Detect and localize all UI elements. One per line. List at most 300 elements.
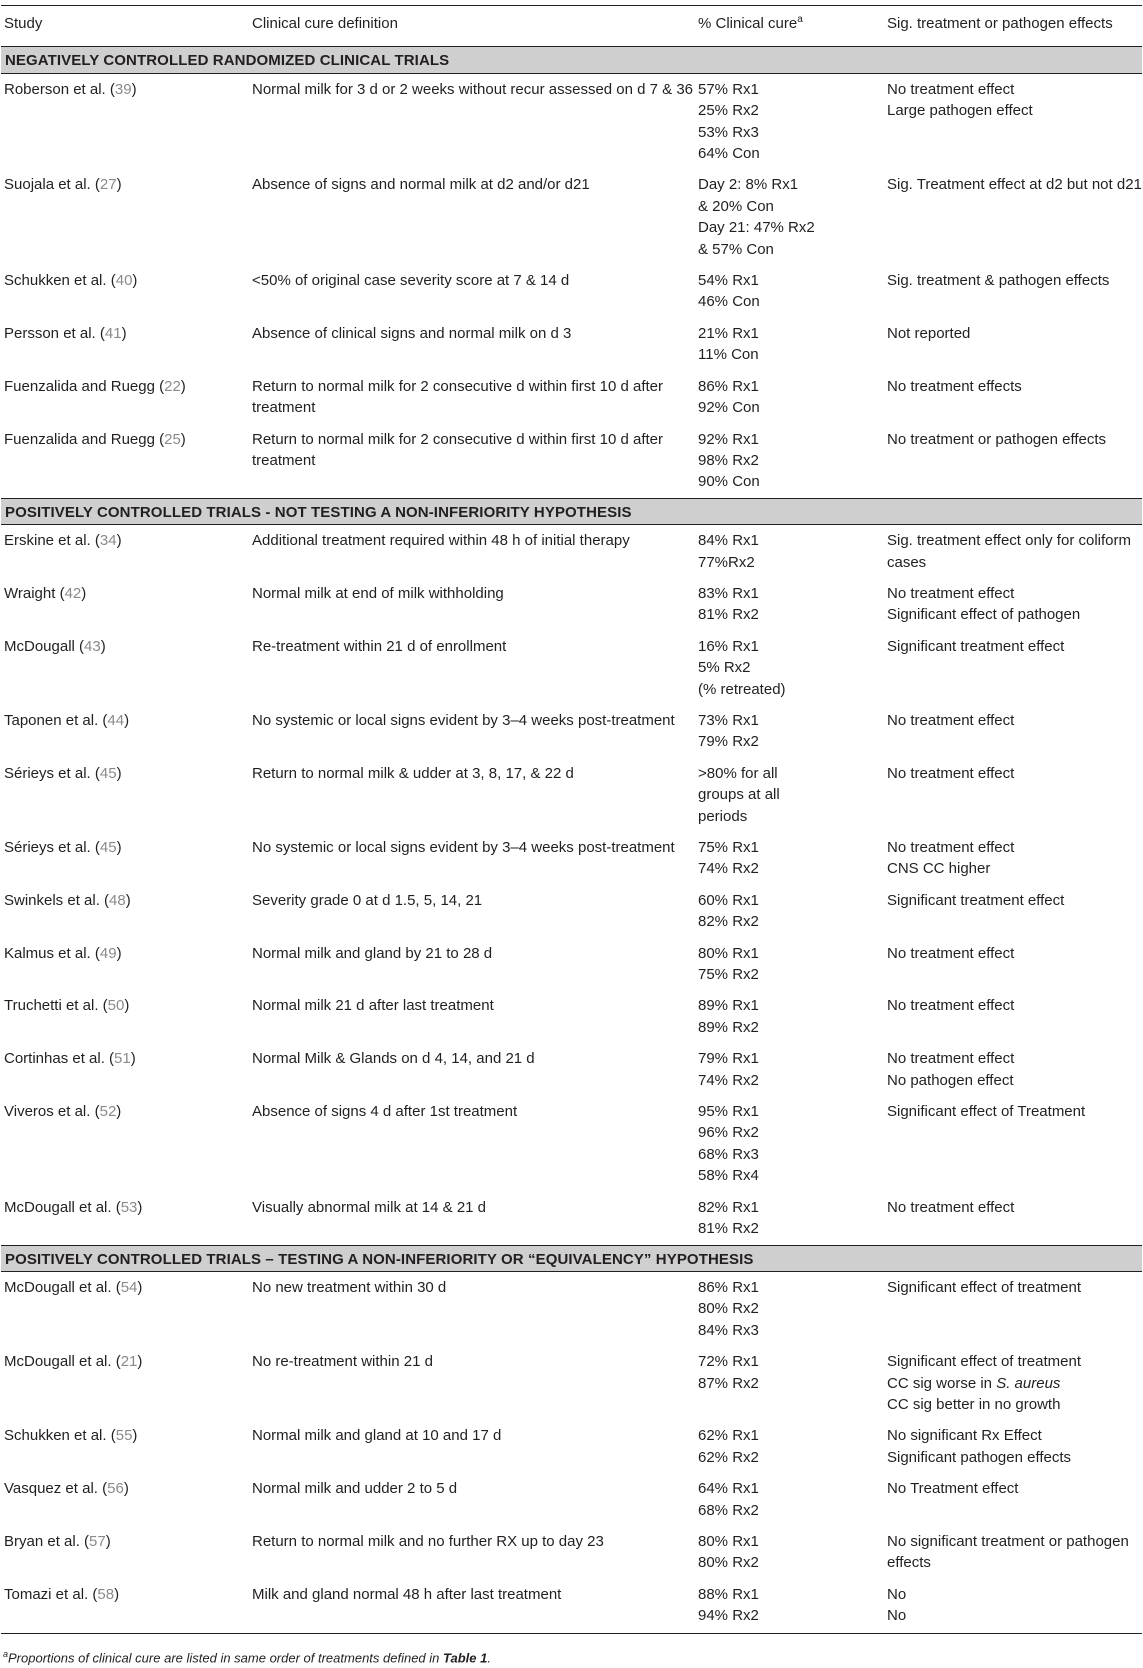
table-row — [1, 371, 1142, 424]
table-row — [1, 832, 1142, 885]
effect-text: CC sig better in no growth — [887, 1395, 1061, 1413]
study-close: ) — [137, 1198, 143, 1216]
table-body — [1, 47, 1142, 1633]
footnote-end: . — [487, 1649, 491, 1665]
clinical-cure-table — [1, 5, 1142, 1634]
study-ref: 25 — [164, 430, 181, 448]
cell-definition: Normal milk and gland at 10 and 17 d — [252, 1427, 502, 1445]
study-ref: 53 — [120, 1198, 138, 1216]
study-close: ) — [116, 764, 122, 782]
cell-study — [1, 73, 249, 169]
cell-study — [1, 371, 249, 424]
cell-effects — [884, 1579, 1142, 1633]
study-ref: 58 — [97, 1585, 115, 1603]
cell-cure — [695, 1043, 884, 1096]
effect-text: No significant Rx Effect — [887, 1427, 1042, 1445]
study-ref: 21 — [120, 1353, 138, 1371]
cure-value: 81% Rx2 — [698, 606, 759, 624]
cure-value: 68% Rx2 — [698, 1501, 759, 1519]
pathogen-name: S. aureus — [996, 1374, 1061, 1392]
study-ref: 44 — [107, 711, 125, 729]
cure-value: 92% Rx1 — [698, 430, 759, 448]
study-close: ) — [121, 324, 127, 342]
cell-cure — [695, 1346, 884, 1420]
effect-text: No treatment effects — [887, 377, 1022, 395]
footnote-mark: a — [3, 1648, 9, 1659]
cell-study — [1, 578, 249, 631]
study-name: Suojala et al. ( — [4, 176, 100, 194]
cell-effects — [884, 371, 1142, 424]
study-name: Kalmus et al. ( — [4, 944, 100, 962]
cure-value: 79% Rx2 — [698, 733, 759, 751]
cell-effects — [884, 578, 1142, 631]
study-name: Truchetti et al. ( — [4, 997, 108, 1015]
effect-text: No treatment effect — [887, 711, 1015, 729]
effect-text: CNS CC higher — [887, 860, 991, 878]
cure-value: 25% Rx2 — [698, 102, 759, 120]
cure-value: 62% Rx2 — [698, 1448, 759, 1466]
header-cure-footnote-mark: a — [797, 14, 803, 25]
study-ref: 27 — [99, 176, 117, 194]
table-row — [1, 1096, 1142, 1192]
cell-study — [1, 318, 249, 371]
cure-value: Day 2: 8% Rx1 — [698, 176, 799, 194]
study-ref: 50 — [107, 997, 125, 1015]
cure-value: 87% Rx2 — [698, 1374, 759, 1392]
cure-value: 86% Rx1 — [698, 1278, 759, 1296]
cell-definition: <50% of original case severity score at 7 & 14 d — [252, 272, 570, 290]
table-row — [1, 318, 1142, 371]
cure-value: 72% Rx1 — [698, 1353, 759, 1371]
cell-effects — [884, 885, 1142, 938]
effect-text: No treatment effect — [887, 997, 1015, 1015]
cell-study — [1, 525, 249, 578]
cure-value: 81% Rx2 — [698, 1220, 759, 1238]
study-close: ) — [116, 1103, 122, 1121]
cure-value: 5% Rx2 — [698, 659, 751, 677]
cure-value: 95% Rx1 — [698, 1103, 759, 1121]
effect-text: Sig. Treatment effect at d2 but not d21 — [887, 176, 1142, 194]
cell-cure — [695, 758, 884, 832]
cure-value: 80% Rx2 — [698, 1300, 759, 1318]
effect-text: No treatment effect — [887, 584, 1015, 602]
cure-value: 80% Rx1 — [698, 944, 759, 962]
cell-definition: Return to normal milk for 2 consecutive d within first 10 d after treatment — [252, 430, 664, 469]
cure-value: 84% Rx3 — [698, 1321, 759, 1339]
cell-definition: Normal milk and udder 2 to 5 d — [252, 1480, 458, 1498]
study-close: ) — [125, 891, 131, 909]
section-title: POSITIVELY CONTROLLED TRIALS - NOT TESTING A NON-INFERIORITY HYPOTHESIS — [1, 498, 1142, 524]
cell-definition: Visually abnormal milk at 14 & 21 d — [252, 1198, 487, 1216]
cure-value: 53% Rx3 — [698, 123, 759, 141]
cell-study — [1, 938, 249, 991]
section-title: NEGATIVELY CONTROLLED RANDOMIZED CLINICAL TRIALS — [1, 47, 1142, 73]
effect-text: No treatment effect — [887, 1198, 1015, 1216]
cure-value: 75% Rx2 — [698, 966, 759, 984]
cell-study — [1, 1473, 249, 1526]
cure-value: 11% Con — [698, 346, 759, 364]
effect-text: Not reported — [887, 324, 971, 342]
study-name: Bryan et al. ( — [4, 1532, 90, 1550]
cell-study — [1, 1271, 249, 1346]
study-name: McDougall et al. ( — [4, 1278, 121, 1296]
cell-effects — [884, 265, 1142, 318]
study-name: McDougall et al. ( — [4, 1198, 121, 1216]
cure-value: 54% Rx1 — [698, 272, 759, 290]
cure-value: 60% Rx1 — [698, 891, 759, 909]
table-row — [1, 990, 1142, 1043]
study-ref: 41 — [104, 324, 122, 342]
cell-definition: No new treatment within 30 d — [252, 1278, 447, 1296]
header-effects: Sig. treatment or pathogen effects — [884, 6, 1142, 47]
cell-study — [1, 265, 249, 318]
section-header-row — [1, 1245, 1142, 1271]
cure-value: 98% Rx2 — [698, 451, 759, 469]
table-row — [1, 885, 1142, 938]
header-definition: Clinical cure definition — [249, 6, 695, 47]
cure-value: 75% Rx1 — [698, 839, 759, 856]
section-title: POSITIVELY CONTROLLED TRIALS – TESTING A NON-INFERIORITY OR “EQUIVALENCY” HYPOTHESIS — [1, 1245, 1142, 1271]
effect-text: Significant effect of pathogen — [887, 606, 1081, 624]
cure-value: 90% Con — [698, 473, 760, 491]
study-name: Roberson et al. ( — [4, 80, 115, 98]
section-header-row — [1, 498, 1142, 524]
cell-definition: Normal Milk & Glands on d 4, 14, and 21 d — [252, 1050, 535, 1068]
cell-study — [1, 169, 249, 265]
cure-value: 80% Rx1 — [698, 1532, 759, 1550]
study-ref: 51 — [114, 1050, 131, 1068]
cell-cure — [695, 1192, 884, 1245]
study-close: ) — [116, 944, 122, 962]
cure-value: 83% Rx1 — [698, 584, 759, 602]
table-row — [1, 1271, 1142, 1346]
cell-cure — [695, 1096, 884, 1192]
study-ref: 45 — [99, 839, 117, 856]
effect-text: Significant effect of treatment — [887, 1278, 1081, 1296]
cure-value: 58% Rx4 — [698, 1167, 759, 1185]
cure-value: 74% Rx2 — [698, 860, 759, 878]
cell-effects — [884, 990, 1142, 1043]
cell-cure — [695, 705, 884, 758]
cure-value: 82% Rx1 — [698, 1198, 759, 1216]
cure-value: Day 21: 47% Rx2 — [698, 219, 815, 237]
effect-text: No Treatment effect — [887, 1480, 1019, 1498]
study-ref: 55 — [115, 1427, 133, 1445]
cell-definition: Milk and gland normal 48 h after last treatment — [249, 1579, 695, 1633]
header-study: Study — [1, 6, 249, 47]
table-row — [1, 1420, 1142, 1473]
cure-value: 57% Rx1 — [698, 80, 759, 98]
table-row — [1, 938, 1142, 991]
cell-study — [1, 1346, 249, 1420]
study-name: Fuenzalida and Ruegg ( — [4, 377, 165, 395]
effect-text: Large pathogen effect — [887, 102, 1033, 120]
cure-value: 77%Rx2 — [698, 553, 755, 571]
cell-cure — [695, 318, 884, 371]
cell-cure — [695, 938, 884, 991]
cell-effects — [884, 938, 1142, 991]
study-close: ) — [114, 1585, 120, 1603]
table-footnote — [0, 1634, 1143, 1668]
cure-value: (% retreated) — [698, 680, 786, 698]
cell-study — [1, 1043, 249, 1096]
cell-effects — [884, 758, 1142, 832]
cure-value: & 20% Con — [698, 197, 774, 215]
cell-study — [1, 705, 249, 758]
table-row — [1, 73, 1142, 169]
cure-value: 73% Rx1 — [698, 711, 759, 729]
cell-cure — [695, 424, 884, 499]
cell-study — [1, 885, 249, 938]
effect-text: No treatment effect — [887, 839, 1015, 856]
study-close: ) — [132, 1427, 138, 1445]
study-ref: 52 — [99, 1103, 117, 1121]
cell-effects — [884, 1526, 1142, 1579]
effect-text: Significant effect of Treatment — [887, 1103, 1086, 1121]
cell-study — [1, 1096, 249, 1192]
cell-effects — [884, 1420, 1142, 1473]
cell-study — [1, 832, 249, 885]
table-row — [1, 1473, 1142, 1526]
study-name: Schukken et al. ( — [4, 1427, 116, 1445]
study-close: ) — [137, 1353, 143, 1371]
cell-cure — [695, 1271, 884, 1346]
section-header-row — [1, 47, 1142, 73]
effect-text: Sig. treatment & pathogen effects — [887, 272, 1110, 290]
study-ref: 49 — [99, 944, 117, 962]
study-name: Sérieys et al. ( — [4, 839, 100, 856]
cell-study — [1, 1192, 249, 1245]
cure-value: 80% Rx2 — [698, 1554, 759, 1572]
cell-effects — [884, 169, 1142, 265]
study-name: Erskine et al. ( — [4, 532, 100, 550]
cure-value: 68% Rx3 — [698, 1145, 759, 1163]
cell-study — [1, 758, 249, 832]
cell-definition: Absence of clinical signs and normal milk on d 3 — [252, 324, 572, 342]
cell-cure — [695, 525, 884, 578]
table-row — [1, 1526, 1142, 1579]
study-close: ) — [132, 272, 138, 290]
cell-cure — [695, 832, 884, 885]
table-row — [1, 169, 1142, 265]
cell-study — [1, 424, 249, 499]
cure-value: 86% Rx1 — [698, 377, 759, 395]
cure-value: groups at all — [698, 786, 780, 804]
cell-definition: No systemic or local signs evident by 3–4 weeks post-treatment — [252, 711, 675, 729]
study-name: Persson et al. ( — [4, 324, 105, 342]
cure-value: 92% Con — [698, 399, 760, 417]
cell-cure — [695, 578, 884, 631]
cell-study — [1, 1579, 249, 1633]
cell-effects — [884, 1473, 1142, 1526]
table-row — [1, 578, 1142, 631]
cure-value: 64% Rx1 — [698, 1480, 759, 1498]
cell-cure — [695, 169, 884, 265]
cell-effects — [884, 1192, 1142, 1245]
study-ref: 34 — [99, 532, 117, 550]
cell-definition: Return to normal milk and no further RX up to day 23 — [252, 1532, 604, 1550]
table-row — [1, 705, 1142, 758]
cure-value: 16% Rx1 — [698, 637, 759, 655]
cell-effects — [884, 1096, 1142, 1192]
cell-effects — [884, 1346, 1142, 1420]
study-ref: 45 — [99, 764, 117, 782]
effect-text: No pathogen effect — [887, 1071, 1014, 1089]
study-name: Taponen et al. ( — [4, 711, 108, 729]
cell-definition: No re-treatment within 21 d — [252, 1353, 433, 1371]
study-close: ) — [124, 997, 130, 1015]
cure-value: 46% Con — [698, 293, 760, 311]
cure-value: 64% Con — [698, 145, 760, 163]
cure-value: 74% Rx2 — [698, 1071, 759, 1089]
footnote-table-ref: Table 1 — [443, 1649, 488, 1665]
cell-cure — [695, 265, 884, 318]
effect-text: No — [887, 1607, 907, 1625]
study-name: McDougall et al. ( — [4, 1353, 121, 1371]
table-row — [1, 1346, 1142, 1420]
cure-value: 96% Rx2 — [698, 1124, 759, 1142]
table-header — [1, 6, 1142, 47]
study-ref: 42 — [64, 584, 82, 602]
study-close: ) — [130, 1050, 136, 1068]
effect-text: Sig. treatment effect only for coliform cases — [887, 532, 1131, 571]
study-close: ) — [100, 637, 106, 655]
cell-cure — [695, 1473, 884, 1526]
table-row — [1, 631, 1142, 705]
cure-value: 82% Rx2 — [698, 913, 759, 931]
footnote-text: Proportions of clinical cure are listed in same order of treatments defined in — [8, 1649, 444, 1665]
table-row — [1, 424, 1142, 499]
study-name: Cortinhas et al. ( — [4, 1050, 115, 1068]
effect-text: Significant treatment effect — [887, 891, 1065, 909]
effect-text: No treatment effect — [887, 80, 1015, 98]
cell-effects — [884, 1271, 1142, 1346]
table-row — [1, 1043, 1142, 1096]
study-ref: 48 — [109, 891, 126, 909]
header-cure: % Clinical cure$^a$ — [695, 6, 884, 47]
study-ref: 22 — [164, 377, 181, 395]
study-close: ) — [116, 176, 122, 194]
table-row — [1, 1192, 1142, 1245]
cell-definition: Absence of signs and normal milk at d2 and/or d21 — [252, 176, 590, 194]
study-name: Swinkels et al. ( — [4, 891, 110, 909]
cell-effects — [884, 631, 1142, 705]
cell-cure — [695, 73, 884, 169]
cure-value: 21% Rx1 — [698, 324, 759, 342]
cure-value: 88% Rx1 — [698, 1585, 759, 1603]
study-close: ) — [116, 532, 122, 550]
study-name: Tomazi et al. ( — [4, 1585, 98, 1603]
cell-definition: Normal milk at end of milk withholding — [252, 584, 504, 602]
cell-effects — [884, 73, 1142, 169]
effect-text: Significant treatment effect — [887, 637, 1065, 655]
cure-value: 62% Rx1 — [698, 1427, 759, 1445]
table-row — [1, 1579, 1142, 1633]
effect-text: CC sig worse in S. aureus — [887, 1374, 1061, 1392]
study-close: ) — [123, 1480, 129, 1498]
cell-cure — [695, 885, 884, 938]
study-close: ) — [124, 711, 130, 729]
study-ref: 40 — [115, 272, 133, 290]
cure-value: 89% Rx2 — [698, 1018, 759, 1036]
study-ref: 39 — [114, 80, 132, 98]
study-name: Wraight ( — [4, 584, 65, 602]
cell-study — [1, 990, 249, 1043]
cell-effects — [884, 1043, 1142, 1096]
cell-definition: Normal milk and gland by 21 to 28 d — [252, 944, 493, 962]
study-close: ) — [81, 584, 87, 602]
study-close: ) — [180, 430, 186, 448]
cell-definition: Normal milk for 3 d or 2 weeks without recur assessed on d 7 & 36 — [252, 80, 694, 98]
study-ref: 57 — [89, 1532, 106, 1550]
effect-text: Significant effect of treatment — [887, 1353, 1081, 1371]
cell-cure — [695, 990, 884, 1043]
cell-study — [1, 631, 249, 705]
cell-definition: Return to normal milk for 2 consecutive d within first 10 d after treatment — [252, 377, 664, 417]
table-row — [1, 265, 1142, 318]
effect-text: No — [887, 1585, 907, 1603]
cell-effects — [884, 318, 1142, 371]
cell-definition: Normal milk 21 d after last treatment — [252, 997, 494, 1015]
cell-cure — [695, 1420, 884, 1473]
cell-cure — [695, 1526, 884, 1579]
study-ref: 54 — [120, 1278, 138, 1296]
cure-value: 84% Rx1 — [698, 532, 759, 550]
study-close: ) — [131, 80, 137, 98]
table-row — [1, 758, 1142, 832]
cure-value: 79% Rx1 — [698, 1050, 759, 1068]
study-close: ) — [116, 839, 122, 856]
cell-cure — [695, 371, 884, 424]
effect-text: No treatment effect — [887, 1050, 1015, 1068]
cell-effects — [884, 705, 1142, 758]
study-name: Vasquez et al. ( — [4, 1480, 108, 1498]
cure-value: >80% for all — [698, 764, 778, 782]
cure-value: & 57% Con — [698, 240, 774, 258]
study-close: ) — [105, 1532, 111, 1550]
effect-text: No treatment or pathogen effects — [887, 430, 1107, 448]
cell-effects — [884, 525, 1142, 578]
study-name: McDougall ( — [4, 637, 85, 655]
effect-text: No treatment effect — [887, 764, 1015, 782]
study-name: Sérieys et al. ( — [4, 764, 100, 782]
cell-study — [1, 1420, 249, 1473]
cell-effects — [884, 832, 1142, 885]
study-close: ) — [137, 1278, 143, 1296]
cure-value: 89% Rx1 — [698, 997, 759, 1015]
cell-definition: Severity grade 0 at d 1.5, 5, 14, 21 — [252, 891, 483, 909]
study-name: Fuenzalida and Ruegg ( — [4, 430, 165, 448]
study-ref: 43 — [84, 637, 101, 655]
study-ref: 56 — [107, 1480, 124, 1498]
cell-definition: Re-treatment within 21 d of enrollment — [252, 637, 507, 655]
table-row — [1, 525, 1142, 578]
study-name: Viveros et al. ( — [4, 1103, 100, 1121]
effect-text: No treatment effect — [887, 944, 1015, 962]
cure-value: periods — [698, 807, 748, 825]
cell-cure — [695, 1579, 884, 1633]
cell-study — [1, 1526, 249, 1579]
effect-text: No significant treatment or pathogen effects — [887, 1532, 1129, 1572]
effect-text: Significant pathogen effects — [887, 1448, 1072, 1466]
cure-value: 94% Rx2 — [698, 1607, 759, 1625]
cell-definition: Return to normal milk & udder at 3, 8, 17, & 22 d — [252, 764, 574, 782]
cell-definition: No systemic or local signs evident by 3–4 weeks post-treatment — [252, 839, 675, 856]
study-name: Schukken et al. ( — [4, 272, 116, 290]
study-close: ) — [180, 377, 186, 395]
cell-effects — [884, 424, 1142, 499]
cell-definition: Additional treatment required within 48 h of initial therapy — [252, 532, 630, 550]
